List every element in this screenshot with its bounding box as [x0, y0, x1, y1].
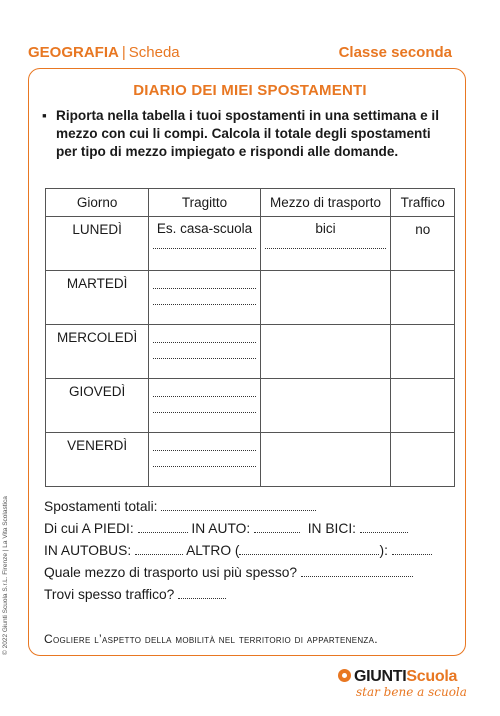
breakdown-line-1 — [44, 518, 464, 540]
brand-main: GIUNTI — [354, 668, 407, 685]
header-means: Mezzo di trasporto — [260, 189, 391, 217]
route-cell[interactable] — [149, 433, 260, 487]
route-example: Es. casa-scuola — [156, 221, 253, 236]
total-label: Spostamenti totali: — [44, 499, 158, 514]
means-cell[interactable] — [260, 325, 391, 379]
car-field[interactable] — [254, 520, 300, 533]
dotted-line — [153, 303, 255, 305]
summary-section — [44, 496, 464, 606]
header-subject — [28, 44, 180, 61]
question-1-line — [44, 562, 464, 584]
brand-name — [338, 668, 468, 686]
car-label: IN AUTO: — [191, 521, 251, 536]
bike-label: IN BICI: — [307, 521, 356, 536]
day-cell: MERCOLEDÌ — [46, 325, 149, 379]
bus-label: IN AUTOBUS: — [44, 543, 132, 558]
bike-field[interactable] — [360, 520, 408, 533]
walk-field[interactable] — [138, 520, 188, 533]
class-label: Classe seconda — [338, 44, 452, 61]
table-row — [46, 271, 455, 325]
dotted-line — [153, 247, 255, 249]
traffic-cell[interactable] — [391, 433, 455, 487]
dotted-line — [153, 287, 255, 289]
day-cell: VENERDÌ — [46, 433, 149, 487]
giunti-logo-icon — [338, 669, 351, 682]
dotted-line — [153, 465, 255, 467]
trips-table — [45, 188, 455, 487]
route-cell[interactable] — [149, 325, 260, 379]
other-type-field[interactable] — [239, 542, 379, 555]
question-2: Trovi spesso traffico? — [44, 587, 175, 602]
means-example: bici — [315, 221, 336, 236]
dotted-line — [265, 247, 387, 249]
route-cell[interactable] — [149, 271, 260, 325]
question-1: Quale mezzo di trasporto usi più spesso? — [44, 565, 298, 580]
sheet-type-label: Scheda — [128, 44, 180, 61]
bullet-icon: ▪ — [42, 108, 47, 123]
header-separator: | — [121, 44, 126, 61]
dotted-line — [153, 449, 255, 451]
brand-accent: Scuola — [406, 668, 458, 685]
table-row — [46, 379, 455, 433]
table-header-row — [46, 189, 455, 217]
subject-label: GEOGRAFIA — [28, 44, 119, 61]
publisher-logo — [338, 668, 468, 699]
learning-goal: Cogliere l’aspetto della mobilità nel territorio di appartenenza. — [44, 632, 378, 646]
traffic-cell[interactable] — [391, 379, 455, 433]
total-field[interactable] — [161, 498, 316, 511]
other-close: ): — [379, 543, 388, 558]
traffic-cell[interactable]: no — [391, 217, 455, 271]
means-cell[interactable] — [260, 433, 391, 487]
question-2-field[interactable] — [178, 586, 226, 599]
dotted-line — [153, 411, 255, 413]
brand-slogan: star bene a scuola — [356, 685, 467, 699]
question-1-field[interactable] — [301, 564, 413, 577]
table-row — [46, 433, 455, 487]
instruction — [42, 107, 454, 161]
traffic-cell[interactable] — [391, 271, 455, 325]
breakdown-line-2 — [44, 540, 464, 562]
copyright-notice: © 2022 Giunti Scuola S.r.L. Firenze | La Vita Scolastica — [2, 496, 9, 655]
means-cell[interactable] — [260, 271, 391, 325]
means-cell[interactable] — [260, 379, 391, 433]
means-cell[interactable] — [260, 217, 391, 271]
day-cell: GIOVEDÌ — [46, 379, 149, 433]
route-cell[interactable] — [149, 379, 260, 433]
instruction-text: Riporta nella tabella i tuoi spostamenti in una settimana e il mezzo con cui li compi. Calcola il totale degli spostamenti per tipo di mezzo impiegato e rispondi alle domande. — [56, 108, 439, 159]
total-line — [44, 496, 464, 518]
day-cell: MARTEDÌ — [46, 271, 149, 325]
traffic-cell[interactable] — [391, 325, 455, 379]
table-row — [46, 325, 455, 379]
header-route: Tragitto — [149, 189, 260, 217]
other-label: ALTRO ( — [186, 543, 240, 558]
day-cell: LUNEDÌ — [46, 217, 149, 271]
header-traffic: Traffico — [391, 189, 455, 217]
dotted-line — [153, 357, 255, 359]
dotted-line — [153, 395, 255, 397]
other-field[interactable] — [392, 542, 432, 555]
header-day: Giorno — [46, 189, 149, 217]
walk-label: Di cui A PIEDI: — [44, 521, 134, 536]
route-cell[interactable] — [149, 217, 260, 271]
worksheet-title: DIARIO DEI MIEI SPOSTAMENTI — [133, 82, 367, 99]
bus-field[interactable] — [135, 542, 183, 555]
dotted-line — [153, 341, 255, 343]
question-2-line — [44, 584, 464, 606]
table-row — [46, 217, 455, 271]
